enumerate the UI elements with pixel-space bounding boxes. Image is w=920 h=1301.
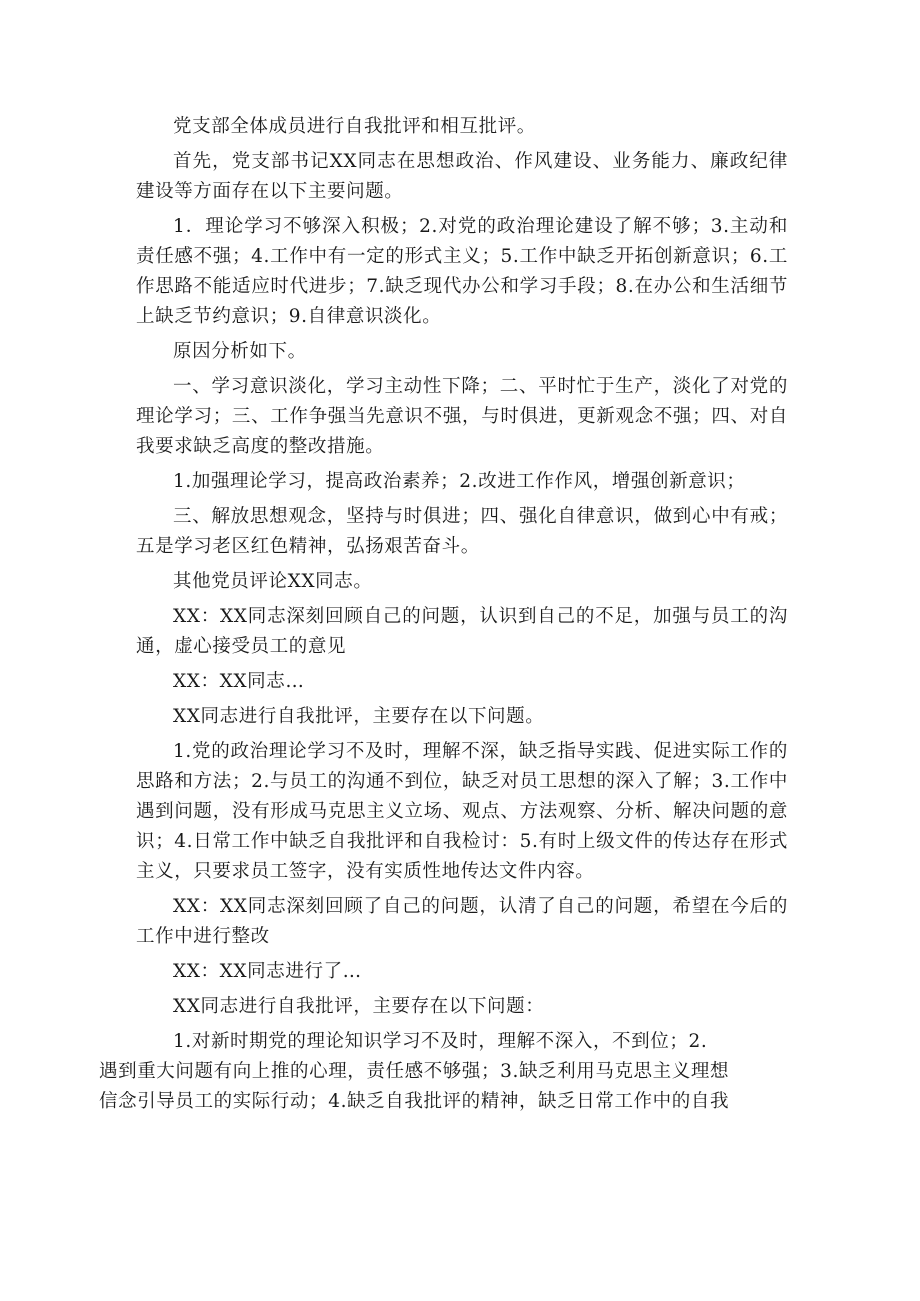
paragraph: XX：XX同志深刻回顾了自己的问题，认清了自己的问题，希望在今后的工作中进行整改 <box>136 896 788 947</box>
paragraph: 1.加强理论学习，提高政治素养；2.改进工作作风，增强创新意识； <box>173 471 746 492</box>
paragraph: XX同志进行自我批评，主要存在以下问题。 <box>173 706 545 727</box>
paragraph-last <box>99 1027 788 1117</box>
paragraph: 原因分析如下。 <box>173 341 307 362</box>
paragraph: 1.党的政治理论学习不及时，理解不深，缺乏指导实践、促进实际工作的思路和方法；2.与员工的沟通不到位，缺乏对员工思想的深入了解；3.工作中遇到问题，没有形成马克思主义立场、观点、方法观察、分析、解决问题的意识；4.日常工作中缺乏自我批评和自我检讨：5.有时上级文件的传达存在形式主义，只要求员工签字，没有实质性地传达文件内容。 <box>136 741 788 882</box>
paragraph: XX：XX同志进行了… <box>173 961 362 982</box>
paragraph: XX：XX同志深刻回顾自己的问题，认识到自己的不足，加强与员工的沟通，虚心接受员工的意见 <box>136 606 788 657</box>
document-body <box>99 112 788 1117</box>
paragraph: 一、学习意识淡化，学习主动性下降；二、平时忙于生产，淡化了对党的理论学习；三、工作争强当先意识不强，与时俱进，更新观念不强；四、对自我要求缺乏高度的整改措施。 <box>136 376 788 457</box>
paragraph: 其他党员评论XX同志。 <box>173 571 373 592</box>
paragraph: XX：XX同志… <box>173 671 305 692</box>
paragraph-line: 1.对新时期党的理论知识学习不及时，理解不深入，不到位；2. <box>173 1031 708 1052</box>
paragraph: 1．理论学习不够深入积极；2.对党的政治理论建设了解不够；3.主动和责任感不强；4.工作中有一定的形式主义；5.工作中缺乏开拓创新意识；6.工作思路不能适应时代进步；7.缺乏现代办公和学习手段；8.在办公和生活细节上缺乏节约意识；9.自律意识淡化。 <box>136 216 788 327</box>
paragraph: XX同志进行自我批评，主要存在以下问题： <box>173 996 545 1017</box>
paragraph-line: 遇到重大问题有向上推的心理，责任感不够强；3.缺乏利用马克思主义理想 <box>99 1061 730 1082</box>
paragraph: 党支部全体成员进行自我批评和相互批评。 <box>173 116 536 137</box>
paragraph: 三、解放思想观念，坚持与时俱进；四、强化自律意识，做到心中有戒；五是学习老区红色精神，弘扬艰苦奋斗。 <box>136 506 788 557</box>
paragraph-line: 信念引导员工的实际行动；4.缺乏自我批评的精神，缺乏日常工作中的自我 <box>99 1091 730 1112</box>
paragraph: 首先，党支部书记XX同志在思想政治、作风建设、业务能力、廉政纪律建设等方面存在以下主要问题。 <box>136 151 788 202</box>
